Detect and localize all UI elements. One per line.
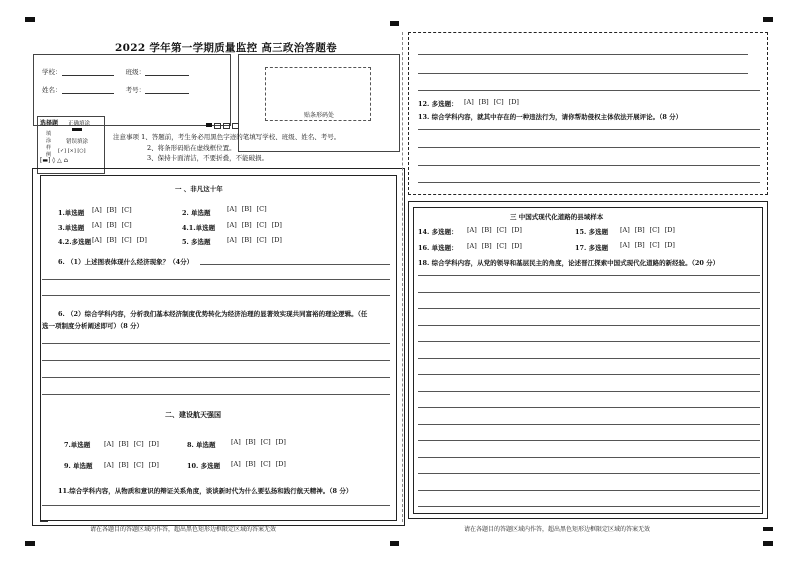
q17-options[interactable]: [A] [B] [C] [D] — [620, 241, 675, 249]
section1-heading: 一 、非凡这十年 — [175, 185, 223, 193]
answer-line[interactable] — [42, 377, 390, 378]
answer-line[interactable] — [418, 275, 760, 276]
q5-options[interactable]: [A] [B] [C] [D] — [227, 236, 282, 244]
class-label: 班级： — [125, 68, 146, 76]
q14-label: 14. 多选题： — [418, 228, 458, 236]
left-answer-panel — [32, 168, 405, 526]
q9-label: 9. 单选题 — [64, 462, 93, 470]
answer-line[interactable] — [42, 295, 390, 296]
q13-prompt: 13. 综合学科内容，就其中存在的一种违法行为，请你帮助侵权主体依法开展评论。（8 分） — [418, 113, 683, 121]
q1-options[interactable]: [A] [B] [C] — [92, 206, 132, 214]
section3-heading: 三 中国式现代化道路的县域样本 — [510, 213, 604, 221]
answer-line[interactable] — [418, 308, 760, 309]
alignment-mark — [25, 541, 35, 546]
school-label: 学校： — [42, 68, 62, 76]
q4-2-options[interactable]: [A] [B] [C] [D] — [92, 236, 147, 244]
notes-label: 注意事项 — [113, 133, 139, 141]
answer-line[interactable] — [418, 129, 760, 130]
answer-line[interactable] — [418, 490, 760, 491]
hint-title: 选择题 — [40, 120, 59, 127]
q6-2-prompt-line2: 选一项制度分析阐述即可）（8 分） — [42, 322, 144, 330]
q7-options[interactable]: [A] [B] [C] [D] — [104, 440, 159, 448]
answer-line[interactable] — [418, 147, 760, 148]
q4-2-label: 4.2.多选题 — [58, 238, 92, 246]
q3-options[interactable]: [A] [B] [C] — [92, 221, 132, 229]
answer-line[interactable] — [418, 292, 760, 293]
q8-options[interactable]: [A] [B] [C] [D] — [231, 438, 286, 446]
column-divider — [402, 32, 403, 522]
alignment-mark — [763, 527, 773, 531]
answer-line[interactable] — [418, 54, 748, 55]
answer-line[interactable] — [418, 374, 760, 375]
answer-line[interactable] — [418, 325, 760, 326]
barcode-label: 贴条形码处 — [303, 112, 334, 119]
wrong-shapes-icon: [▬] ◊ △ ⌂ — [40, 157, 69, 164]
hint-side: 填涂样例 — [46, 131, 52, 158]
q16-options[interactable]: [A] [B] [C] [D] — [467, 242, 522, 250]
timing-square — [223, 123, 230, 129]
answer-line[interactable] — [42, 505, 390, 506]
answer-line[interactable] — [42, 343, 390, 344]
answer-line[interactable] — [418, 165, 760, 166]
fill-example-box — [37, 116, 105, 174]
answer-line[interactable] — [418, 341, 760, 342]
q6-2-prompt-line1: 6. （2）综合学科内容，分析我们基本经济制度优势转化为经济治理的显著效实现共同富裕的理论逻辑。（任 — [58, 310, 368, 318]
filled-example — [72, 128, 82, 131]
answer-line[interactable] — [418, 182, 760, 183]
right-footer-note: 请在各题目的答题区域内作答，超出黑色矩形边框限定区域的答案无效 — [464, 526, 651, 533]
name-field[interactable] — [62, 86, 114, 94]
answer-line[interactable] — [42, 394, 390, 395]
page-title: 2022 学年第一学期质量监控 高三政治答题卷 — [115, 42, 337, 54]
answer-line[interactable] — [418, 90, 760, 91]
q8-label: 8. 单选题 — [187, 441, 216, 449]
q15-options[interactable]: [A] [B] [C] [D] — [620, 226, 675, 234]
answer-line[interactable] — [418, 473, 760, 474]
alignment-mark — [390, 541, 399, 546]
answer-line[interactable] — [418, 358, 760, 359]
answer-line[interactable] — [418, 506, 760, 507]
q14-options[interactable]: [A] [B] [C] [D] — [467, 226, 522, 234]
answer-line[interactable] — [418, 391, 760, 392]
note-2: 2、将条形码贴在虚线框位置。 — [147, 143, 236, 152]
q10-label: 10. 多选题 — [187, 462, 221, 470]
q11-prompt: 11.综合学科内容，从物质和意识的辩证关系角度，谈谈新时代为什么要弘扬和践行航天精神。（8 分） — [58, 487, 353, 495]
timing-square — [206, 123, 212, 127]
answer-line[interactable] — [418, 457, 760, 458]
corner-tick — [40, 521, 48, 522]
answer-line[interactable] — [42, 360, 390, 361]
exam-no-field[interactable] — [145, 86, 189, 94]
answer-line[interactable] — [418, 407, 760, 408]
q4-1-label: 4.1.单选题 — [182, 224, 216, 232]
hint-wrong-examples: [✓] [×] [○] — [58, 148, 86, 154]
answer-line[interactable] — [418, 73, 748, 74]
q6-1-prompt: 6. （1）上述图表体现什么经济现象？（4分） — [58, 258, 194, 266]
alignment-mark — [763, 541, 773, 546]
q7-label: 7.单选题 — [64, 441, 91, 449]
exam-no-label: 考号： — [125, 86, 146, 94]
hint-wrong: 错误填涂 — [66, 139, 89, 145]
answer-line[interactable] — [200, 264, 390, 265]
q10-options[interactable]: [A] [B] [C] [D] — [231, 460, 286, 468]
q18-prompt: 18. 综合学科内容，从党的领导和基层民主的角度，论述晋江探索中国式现代化道路的新经验。（20 分） — [418, 259, 720, 267]
q12-options[interactable]: [A] [B] [C] [D] — [464, 98, 519, 106]
name-label: 姓名： — [42, 86, 62, 94]
answer-line[interactable] — [418, 424, 760, 425]
section2-heading: 二、建设航天强国 — [165, 410, 221, 419]
q3-label: 3.单选题 — [58, 224, 85, 232]
right-answer-area — [413, 207, 763, 514]
q4-1-options[interactable]: [A] [B] [C] [D] — [227, 221, 282, 229]
alignment-mark — [25, 17, 35, 22]
q15-label: 15. 多选题 — [575, 228, 609, 236]
q2-label: 2. 单选题 — [182, 209, 211, 217]
timing-square — [214, 123, 221, 129]
q2-options[interactable]: [A] [B] [C] — [227, 205, 267, 213]
q5-label: 5. 多选题 — [182, 238, 211, 246]
q12-label: 12. 多选题： — [418, 100, 458, 108]
answer-line[interactable] — [42, 279, 390, 280]
note-1: 1、答题前，考生务必用黑色字迹的笔填写学校、班级、姓名、考号。 — [141, 133, 341, 141]
hint-correct: 正确填涂 — [68, 121, 91, 127]
note-3: 3、保持卡面清洁，不要折叠，不能破损。 — [147, 154, 269, 162]
timing-square — [232, 123, 239, 129]
class-field[interactable] — [145, 68, 189, 76]
school-field[interactable] — [62, 68, 114, 76]
left-footer-note: 请在各题目的答题区域内作答，超出黑色矩形边框限定区域的答案无效 — [90, 526, 277, 533]
alignment-mark — [763, 17, 773, 22]
q16-label: 16. 单选题： — [418, 244, 458, 252]
q17-label: 17. 多选题 — [575, 244, 609, 252]
notes — [113, 132, 340, 164]
alignment-mark — [390, 21, 399, 26]
q1-label: 1.单选题 — [58, 209, 85, 217]
q9-options[interactable]: [A] [B] [C] [D] — [104, 461, 159, 469]
answer-line[interactable] — [418, 440, 760, 441]
